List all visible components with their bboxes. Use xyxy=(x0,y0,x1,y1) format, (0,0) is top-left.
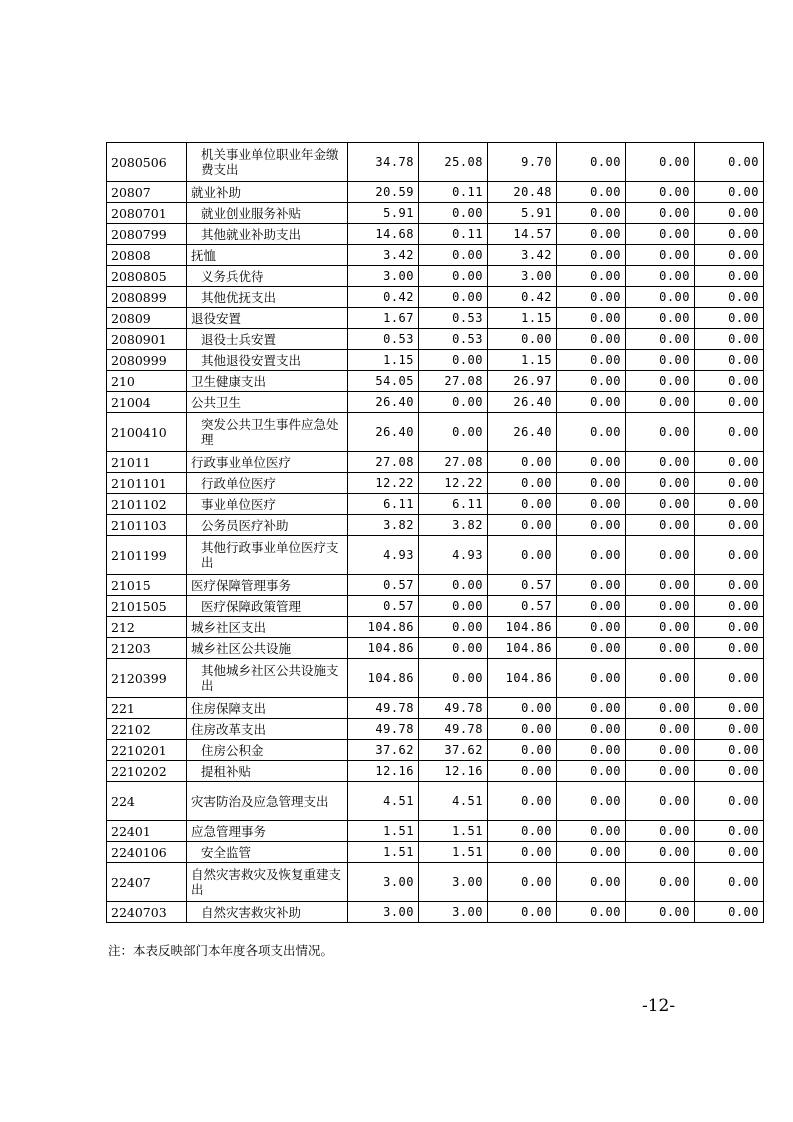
amount-cell: 0.00 xyxy=(626,143,695,182)
subject-code-cell: 2210201 xyxy=(107,740,187,761)
amount-cell: 0.00 xyxy=(419,659,488,698)
amount-cell: 0.00 xyxy=(488,515,557,536)
amount-cell: 0.00 xyxy=(626,182,695,203)
amount-cell: 0.53 xyxy=(348,329,419,350)
expenditure-table xyxy=(106,142,764,923)
amount-cell: 0.00 xyxy=(557,638,626,659)
amount-cell: 3.00 xyxy=(348,863,419,902)
amount-cell: 0.00 xyxy=(557,698,626,719)
amount-cell: 0.57 xyxy=(348,575,419,596)
amount-cell: 49.78 xyxy=(348,719,419,740)
amount-cell: 0.00 xyxy=(695,287,764,308)
subject-name-cell: 行政单位医疗 xyxy=(187,473,348,494)
amount-cell: 0.00 xyxy=(695,350,764,371)
amount-cell: 0.00 xyxy=(626,515,695,536)
amount-cell: 0.00 xyxy=(557,245,626,266)
amount-cell: 0.00 xyxy=(626,638,695,659)
subject-code-cell: 2080506 xyxy=(107,143,187,182)
subject-name-cell: 其他城乡社区公共设施支出 xyxy=(187,659,348,698)
amount-cell: 0.00 xyxy=(695,308,764,329)
amount-cell: 0.00 xyxy=(695,203,764,224)
amount-cell: 5.91 xyxy=(488,203,557,224)
amount-cell: 104.86 xyxy=(348,617,419,638)
subject-code-cell: 2080799 xyxy=(107,224,187,245)
subject-name-cell: 公共卫生 xyxy=(187,392,348,413)
amount-cell: 0.00 xyxy=(626,536,695,575)
subject-name-cell: 其他行政事业单位医疗支出 xyxy=(187,536,348,575)
amount-cell: 5.91 xyxy=(348,203,419,224)
table-row xyxy=(107,473,764,494)
amount-cell: 4.51 xyxy=(348,782,419,821)
amount-cell: 27.08 xyxy=(348,452,419,473)
table-row xyxy=(107,719,764,740)
amount-cell: 12.16 xyxy=(348,761,419,782)
amount-cell: 0.00 xyxy=(557,761,626,782)
table-row xyxy=(107,266,764,287)
amount-cell: 0.00 xyxy=(419,413,488,452)
amount-cell: 0.00 xyxy=(695,536,764,575)
table-row xyxy=(107,698,764,719)
subject-code-cell: 2101102 xyxy=(107,494,187,515)
amount-cell: 37.62 xyxy=(348,740,419,761)
amount-cell: 9.70 xyxy=(488,143,557,182)
amount-cell: 0.57 xyxy=(348,596,419,617)
amount-cell: 26.40 xyxy=(488,413,557,452)
amount-cell: 0.00 xyxy=(695,182,764,203)
table-row xyxy=(107,203,764,224)
subject-name-cell: 卫生健康支出 xyxy=(187,371,348,392)
subject-name-cell: 医疗保障管理事务 xyxy=(187,575,348,596)
subject-code-cell: 2101505 xyxy=(107,596,187,617)
subject-code-cell: 2210202 xyxy=(107,761,187,782)
amount-cell: 0.00 xyxy=(695,329,764,350)
subject-name-cell: 行政事业单位医疗 xyxy=(187,452,348,473)
amount-cell: 0.00 xyxy=(557,473,626,494)
table-row xyxy=(107,224,764,245)
amount-cell: 0.00 xyxy=(557,392,626,413)
subject-name-cell: 安全监管 xyxy=(187,842,348,863)
amount-cell: 0.00 xyxy=(626,863,695,902)
amount-cell: 104.86 xyxy=(488,659,557,698)
table-row xyxy=(107,515,764,536)
amount-cell: 0.11 xyxy=(419,224,488,245)
amount-cell: 0.00 xyxy=(488,452,557,473)
amount-cell: 0.00 xyxy=(557,842,626,863)
amount-cell: 0.00 xyxy=(695,740,764,761)
table-row xyxy=(107,596,764,617)
subject-name-cell: 就业创业服务补贴 xyxy=(187,203,348,224)
amount-cell: 0.00 xyxy=(626,224,695,245)
subject-name-cell: 退役士兵安置 xyxy=(187,329,348,350)
subject-code-cell: 2101103 xyxy=(107,515,187,536)
subject-name-cell: 事业单位医疗 xyxy=(187,494,348,515)
amount-cell: 0.00 xyxy=(626,413,695,452)
amount-cell: 0.57 xyxy=(488,596,557,617)
amount-cell: 0.00 xyxy=(626,287,695,308)
amount-cell: 0.00 xyxy=(695,638,764,659)
subject-code-cell: 21015 xyxy=(107,575,187,596)
amount-cell: 104.86 xyxy=(348,638,419,659)
amount-cell: 0.42 xyxy=(488,287,557,308)
amount-cell: 3.42 xyxy=(488,245,557,266)
amount-cell: 0.00 xyxy=(557,350,626,371)
amount-cell: 49.78 xyxy=(419,698,488,719)
table-row xyxy=(107,143,764,182)
amount-cell: 0.00 xyxy=(626,329,695,350)
subject-code-cell: 21004 xyxy=(107,392,187,413)
table-row xyxy=(107,182,764,203)
amount-cell: 26.40 xyxy=(348,413,419,452)
table-row xyxy=(107,350,764,371)
amount-cell: 0.00 xyxy=(695,659,764,698)
subject-code-cell: 221 xyxy=(107,698,187,719)
amount-cell: 0.00 xyxy=(557,821,626,842)
amount-cell: 0.00 xyxy=(488,821,557,842)
subject-name-cell: 机关事业单位职业年金缴费支出 xyxy=(187,143,348,182)
table-row xyxy=(107,761,764,782)
amount-cell: 14.68 xyxy=(348,224,419,245)
subject-name-cell: 退役安置 xyxy=(187,308,348,329)
page-number: -12- xyxy=(642,996,676,1016)
amount-cell: 0.00 xyxy=(626,782,695,821)
subject-code-cell: 2101101 xyxy=(107,473,187,494)
amount-cell: 34.78 xyxy=(348,143,419,182)
amount-cell: 0.00 xyxy=(488,698,557,719)
amount-cell: 37.62 xyxy=(419,740,488,761)
amount-cell: 0.00 xyxy=(419,575,488,596)
table-row xyxy=(107,575,764,596)
subject-name-cell: 住房保障支出 xyxy=(187,698,348,719)
amount-cell: 0.00 xyxy=(557,287,626,308)
amount-cell: 0.00 xyxy=(557,452,626,473)
amount-cell: 0.00 xyxy=(488,863,557,902)
subject-code-cell: 20807 xyxy=(107,182,187,203)
amount-cell: 0.00 xyxy=(557,719,626,740)
amount-cell: 0.00 xyxy=(626,659,695,698)
subject-code-cell: 2240703 xyxy=(107,902,187,923)
amount-cell: 0.00 xyxy=(557,413,626,452)
amount-cell: 3.00 xyxy=(488,266,557,287)
subject-code-cell: 224 xyxy=(107,782,187,821)
table-row xyxy=(107,245,764,266)
amount-cell: 0.00 xyxy=(557,371,626,392)
amount-cell: 0.00 xyxy=(557,143,626,182)
amount-cell: 0.00 xyxy=(695,494,764,515)
amount-cell: 0.00 xyxy=(695,245,764,266)
amount-cell: 0.11 xyxy=(419,182,488,203)
amount-cell: 1.67 xyxy=(348,308,419,329)
table-row xyxy=(107,617,764,638)
subject-name-cell: 其他退役安置支出 xyxy=(187,350,348,371)
subject-code-cell: 2240106 xyxy=(107,842,187,863)
amount-cell: 0.00 xyxy=(695,452,764,473)
table-row xyxy=(107,821,764,842)
amount-cell: 0.00 xyxy=(695,575,764,596)
amount-cell: 3.00 xyxy=(348,266,419,287)
subject-name-cell: 住房公积金 xyxy=(187,740,348,761)
amount-cell: 1.15 xyxy=(488,350,557,371)
table-row xyxy=(107,638,764,659)
amount-cell: 49.78 xyxy=(348,698,419,719)
amount-cell: 4.93 xyxy=(419,536,488,575)
amount-cell: 0.00 xyxy=(557,536,626,575)
subject-name-cell: 公务员医疗补助 xyxy=(187,515,348,536)
subject-code-cell: 2100410 xyxy=(107,413,187,452)
amount-cell: 0.00 xyxy=(695,515,764,536)
amount-cell: 3.00 xyxy=(419,902,488,923)
amount-cell: 0.00 xyxy=(626,575,695,596)
amount-cell: 0.00 xyxy=(488,761,557,782)
subject-name-cell: 义务兵优待 xyxy=(187,266,348,287)
amount-cell: 0.00 xyxy=(488,329,557,350)
table-row xyxy=(107,371,764,392)
amount-cell: 0.00 xyxy=(488,719,557,740)
amount-cell: 0.00 xyxy=(695,371,764,392)
amount-cell: 0.00 xyxy=(557,515,626,536)
amount-cell: 0.00 xyxy=(695,413,764,452)
subject-name-cell: 抚恤 xyxy=(187,245,348,266)
subject-name-cell: 应急管理事务 xyxy=(187,821,348,842)
subject-code-cell: 2080805 xyxy=(107,266,187,287)
table-row xyxy=(107,392,764,413)
amount-cell: 0.00 xyxy=(557,182,626,203)
amount-cell: 25.08 xyxy=(419,143,488,182)
subject-code-cell: 2120399 xyxy=(107,659,187,698)
subject-name-cell: 其他优抚支出 xyxy=(187,287,348,308)
table-row xyxy=(107,842,764,863)
amount-cell: 0.00 xyxy=(488,494,557,515)
subject-name-cell: 灾害防治及应急管理支出 xyxy=(187,782,348,821)
amount-cell: 0.00 xyxy=(626,245,695,266)
amount-cell: 0.00 xyxy=(626,473,695,494)
table-row xyxy=(107,329,764,350)
subject-code-cell: 22102 xyxy=(107,719,187,740)
amount-cell: 0.00 xyxy=(557,863,626,902)
amount-cell: 0.00 xyxy=(695,821,764,842)
amount-cell: 26.40 xyxy=(488,392,557,413)
amount-cell: 1.51 xyxy=(348,842,419,863)
amount-cell: 0.00 xyxy=(626,350,695,371)
table-row xyxy=(107,740,764,761)
subject-name-cell: 城乡社区公共设施 xyxy=(187,638,348,659)
amount-cell: 0.00 xyxy=(488,842,557,863)
amount-cell: 20.48 xyxy=(488,182,557,203)
amount-cell: 1.51 xyxy=(419,821,488,842)
amount-cell: 26.40 xyxy=(348,392,419,413)
amount-cell: 0.53 xyxy=(419,329,488,350)
table-row xyxy=(107,782,764,821)
amount-cell: 0.00 xyxy=(419,596,488,617)
subject-code-cell: 2101199 xyxy=(107,536,187,575)
amount-cell: 3.82 xyxy=(419,515,488,536)
amount-cell: 0.00 xyxy=(695,761,764,782)
table-row xyxy=(107,494,764,515)
amount-cell: 0.00 xyxy=(626,392,695,413)
amount-cell: 0.00 xyxy=(695,143,764,182)
subject-code-cell: 21011 xyxy=(107,452,187,473)
amount-cell: 0.00 xyxy=(488,536,557,575)
amount-cell: 0.00 xyxy=(695,224,764,245)
amount-cell: 0.00 xyxy=(626,698,695,719)
amount-cell: 0.00 xyxy=(695,392,764,413)
subject-code-cell: 20809 xyxy=(107,308,187,329)
amount-cell: 4.93 xyxy=(348,536,419,575)
amount-cell: 0.57 xyxy=(488,575,557,596)
subject-name-cell: 医疗保障政策管理 xyxy=(187,596,348,617)
amount-cell: 104.86 xyxy=(488,638,557,659)
amount-cell: 0.00 xyxy=(626,821,695,842)
amount-cell: 0.00 xyxy=(626,203,695,224)
amount-cell: 104.86 xyxy=(348,659,419,698)
table-row xyxy=(107,659,764,698)
subject-code-cell: 2080899 xyxy=(107,287,187,308)
amount-cell: 12.22 xyxy=(419,473,488,494)
amount-cell: 0.00 xyxy=(626,371,695,392)
amount-cell: 49.78 xyxy=(419,719,488,740)
amount-cell: 3.42 xyxy=(348,245,419,266)
amount-cell: 27.08 xyxy=(419,452,488,473)
amount-cell: 0.00 xyxy=(557,617,626,638)
subject-name-cell: 其他就业补助支出 xyxy=(187,224,348,245)
table-row xyxy=(107,536,764,575)
amount-cell: 0.00 xyxy=(695,473,764,494)
amount-cell: 0.00 xyxy=(557,596,626,617)
amount-cell: 26.97 xyxy=(488,371,557,392)
amount-cell: 6.11 xyxy=(348,494,419,515)
amount-cell: 0.00 xyxy=(626,494,695,515)
amount-cell: 0.42 xyxy=(348,287,419,308)
subject-code-cell: 22401 xyxy=(107,821,187,842)
subject-code-cell: 212 xyxy=(107,617,187,638)
amount-cell: 6.11 xyxy=(419,494,488,515)
amount-cell: 3.82 xyxy=(348,515,419,536)
amount-cell: 0.00 xyxy=(695,596,764,617)
amount-cell: 0.00 xyxy=(557,266,626,287)
amount-cell: 0.00 xyxy=(557,494,626,515)
amount-cell: 0.00 xyxy=(557,902,626,923)
table-row xyxy=(107,308,764,329)
amount-cell: 20.59 xyxy=(348,182,419,203)
amount-cell: 0.00 xyxy=(557,203,626,224)
subject-name-cell: 提租补贴 xyxy=(187,761,348,782)
amount-cell: 0.00 xyxy=(419,245,488,266)
amount-cell: 3.00 xyxy=(348,902,419,923)
amount-cell: 0.00 xyxy=(488,782,557,821)
subject-name-cell: 城乡社区支出 xyxy=(187,617,348,638)
amount-cell: 0.00 xyxy=(695,719,764,740)
subject-name-cell: 自然灾害救灾及恢复重建支出 xyxy=(187,863,348,902)
amount-cell: 0.00 xyxy=(557,224,626,245)
amount-cell: 0.00 xyxy=(626,266,695,287)
amount-cell: 0.00 xyxy=(695,842,764,863)
subject-code-cell: 210 xyxy=(107,371,187,392)
amount-cell: 0.00 xyxy=(626,902,695,923)
amount-cell: 0.00 xyxy=(695,782,764,821)
amount-cell: 0.00 xyxy=(488,902,557,923)
amount-cell: 0.00 xyxy=(419,392,488,413)
amount-cell: 0.00 xyxy=(419,638,488,659)
amount-cell: 0.00 xyxy=(557,740,626,761)
amount-cell: 0.00 xyxy=(626,452,695,473)
amount-cell: 0.00 xyxy=(626,740,695,761)
amount-cell: 104.86 xyxy=(488,617,557,638)
subject-code-cell: 2080999 xyxy=(107,350,187,371)
amount-cell: 0.00 xyxy=(626,842,695,863)
amount-cell: 27.08 xyxy=(419,371,488,392)
subject-name-cell: 住房改革支出 xyxy=(187,719,348,740)
subject-code-cell: 22407 xyxy=(107,863,187,902)
amount-cell: 1.51 xyxy=(419,842,488,863)
amount-cell: 0.00 xyxy=(626,761,695,782)
subject-code-cell: 2080901 xyxy=(107,329,187,350)
table-row xyxy=(107,452,764,473)
amount-cell: 12.22 xyxy=(348,473,419,494)
amount-cell: 12.16 xyxy=(419,761,488,782)
amount-cell: 1.15 xyxy=(348,350,419,371)
table-row xyxy=(107,287,764,308)
amount-cell: 3.00 xyxy=(419,863,488,902)
amount-cell: 14.57 xyxy=(488,224,557,245)
amount-cell: 0.00 xyxy=(626,596,695,617)
amount-cell: 0.00 xyxy=(695,902,764,923)
amount-cell: 0.00 xyxy=(695,698,764,719)
amount-cell: 0.00 xyxy=(419,266,488,287)
subject-name-cell: 就业补助 xyxy=(187,182,348,203)
amount-cell: 0.00 xyxy=(557,308,626,329)
amount-cell: 0.00 xyxy=(419,203,488,224)
subject-code-cell: 2080701 xyxy=(107,203,187,224)
amount-cell: 0.00 xyxy=(626,719,695,740)
amount-cell: 0.00 xyxy=(695,266,764,287)
amount-cell: 0.00 xyxy=(419,350,488,371)
amount-cell: 0.00 xyxy=(488,740,557,761)
subject-name-cell: 突发公共卫生事件应急处理 xyxy=(187,413,348,452)
amount-cell: 4.51 xyxy=(419,782,488,821)
amount-cell: 0.00 xyxy=(557,782,626,821)
table-row xyxy=(107,413,764,452)
subject-code-cell: 20808 xyxy=(107,245,187,266)
table-row xyxy=(107,863,764,902)
amount-cell: 54.05 xyxy=(348,371,419,392)
amount-cell: 0.53 xyxy=(419,308,488,329)
amount-cell: 0.00 xyxy=(557,329,626,350)
amount-cell: 0.00 xyxy=(419,287,488,308)
amount-cell: 0.00 xyxy=(488,473,557,494)
amount-cell: 0.00 xyxy=(419,617,488,638)
table-body xyxy=(107,143,764,923)
amount-cell: 1.15 xyxy=(488,308,557,329)
amount-cell: 1.51 xyxy=(348,821,419,842)
table-row xyxy=(107,902,764,923)
subject-name-cell: 自然灾害救灾补助 xyxy=(187,902,348,923)
amount-cell: 0.00 xyxy=(695,863,764,902)
amount-cell: 0.00 xyxy=(557,575,626,596)
amount-cell: 0.00 xyxy=(626,617,695,638)
amount-cell: 0.00 xyxy=(626,308,695,329)
subject-code-cell: 21203 xyxy=(107,638,187,659)
table-note: 注：本表反映部门本年度各项支出情况。 xyxy=(108,943,334,958)
amount-cell: 0.00 xyxy=(557,659,626,698)
amount-cell: 0.00 xyxy=(695,617,764,638)
